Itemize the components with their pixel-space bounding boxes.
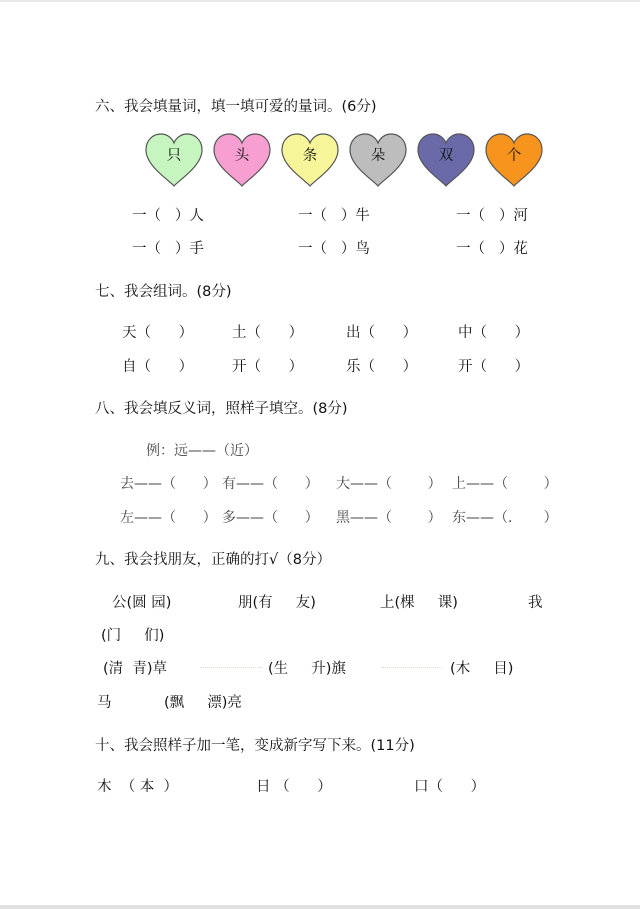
heart-shape <box>483 132 545 188</box>
antonym-item: 大——（ ） <box>336 476 442 492</box>
add-stroke-item: 木 （ 本 ） <box>97 779 179 795</box>
friend-choice: 我 <box>528 595 543 611</box>
word-blank: 中（ ） <box>458 325 530 341</box>
friend-choice: 上(棵 课) <box>380 595 458 611</box>
heart-classifier-label: 条 <box>302 148 318 164</box>
dotted-separator <box>382 667 442 668</box>
word-blank: 天（ ） <box>122 325 194 341</box>
friend-choice: (飘 漂)亮 <box>164 695 242 711</box>
add-stroke-item: 日 （ ） <box>256 779 332 795</box>
word-blank: 出（ ） <box>346 325 418 341</box>
antonym-item: 去——（ ） <box>120 476 217 492</box>
blank-item: 一（ ）人 <box>132 208 204 224</box>
dotted-separator <box>200 667 262 668</box>
page-bottom-edge <box>0 905 640 909</box>
heart-shape <box>279 132 341 188</box>
blank-item: 一（ ）河 <box>456 208 528 224</box>
heart-shape <box>347 132 409 188</box>
heart-classifier-label: 个 <box>506 148 522 164</box>
antonym-item: 黑——（ ） <box>336 510 442 526</box>
heart-classifier-label: 头 <box>234 148 250 164</box>
friend-choice: 公(圆 园) <box>112 595 172 611</box>
blank-item: 一（ ）手 <box>132 241 204 257</box>
antonym-item: 有——（ ） <box>222 476 319 492</box>
antonym-item: 东——（. ） <box>452 510 558 526</box>
section-9-title: 九、我会找朋友，正确的打√（8分） <box>95 552 331 568</box>
blank-item: 一（ ）花 <box>456 241 528 257</box>
section-6-title: 六、我会填量词，填一填可爱的量词。(6分) <box>95 99 377 115</box>
heart-shape <box>143 132 205 188</box>
word-blank: 土（ ） <box>232 325 304 341</box>
section-7-title: 七、我会组词。(8分) <box>95 284 232 300</box>
friend-choice: (生 升)旗 <box>268 661 346 677</box>
heart-classifier-label: 只 <box>166 148 182 164</box>
antonym-example: 例：远——（近） <box>146 443 258 459</box>
friend-choice: 马 <box>97 695 112 711</box>
word-blank: 自（ ） <box>122 359 194 375</box>
page-top-edge <box>0 0 640 2</box>
blank-item: 一（ ）鸟 <box>298 241 370 257</box>
section-10-title: 十、我会照样子加一笔，变成新字写下来。(11分) <box>95 738 415 754</box>
heart-shape <box>415 132 477 188</box>
blank-item: 一（ ）牛 <box>298 208 370 224</box>
add-stroke-item: 口（ ） <box>414 779 486 795</box>
antonym-item: 多——（ ） <box>222 510 319 526</box>
antonym-item: 左——（ ） <box>120 510 217 526</box>
word-blank: 开（ ） <box>458 359 530 375</box>
heart-classifier-label: 双 <box>438 148 454 164</box>
heart-shape <box>211 132 273 188</box>
friend-choice: (门 们) <box>101 628 165 644</box>
friend-choice: (木 目) <box>450 661 514 677</box>
word-blank: 开（ ） <box>232 359 304 375</box>
section-8-title: 八、我会填反义词，照样子填空。(8分) <box>95 401 348 417</box>
friend-choice: 朋(有 友) <box>238 595 316 611</box>
friend-choice: (清 青)草 <box>103 661 168 677</box>
antonym-item: 上——（ ） <box>452 476 558 492</box>
word-blank: 乐（ ） <box>346 359 418 375</box>
heart-classifier-label: 朵 <box>370 148 386 164</box>
